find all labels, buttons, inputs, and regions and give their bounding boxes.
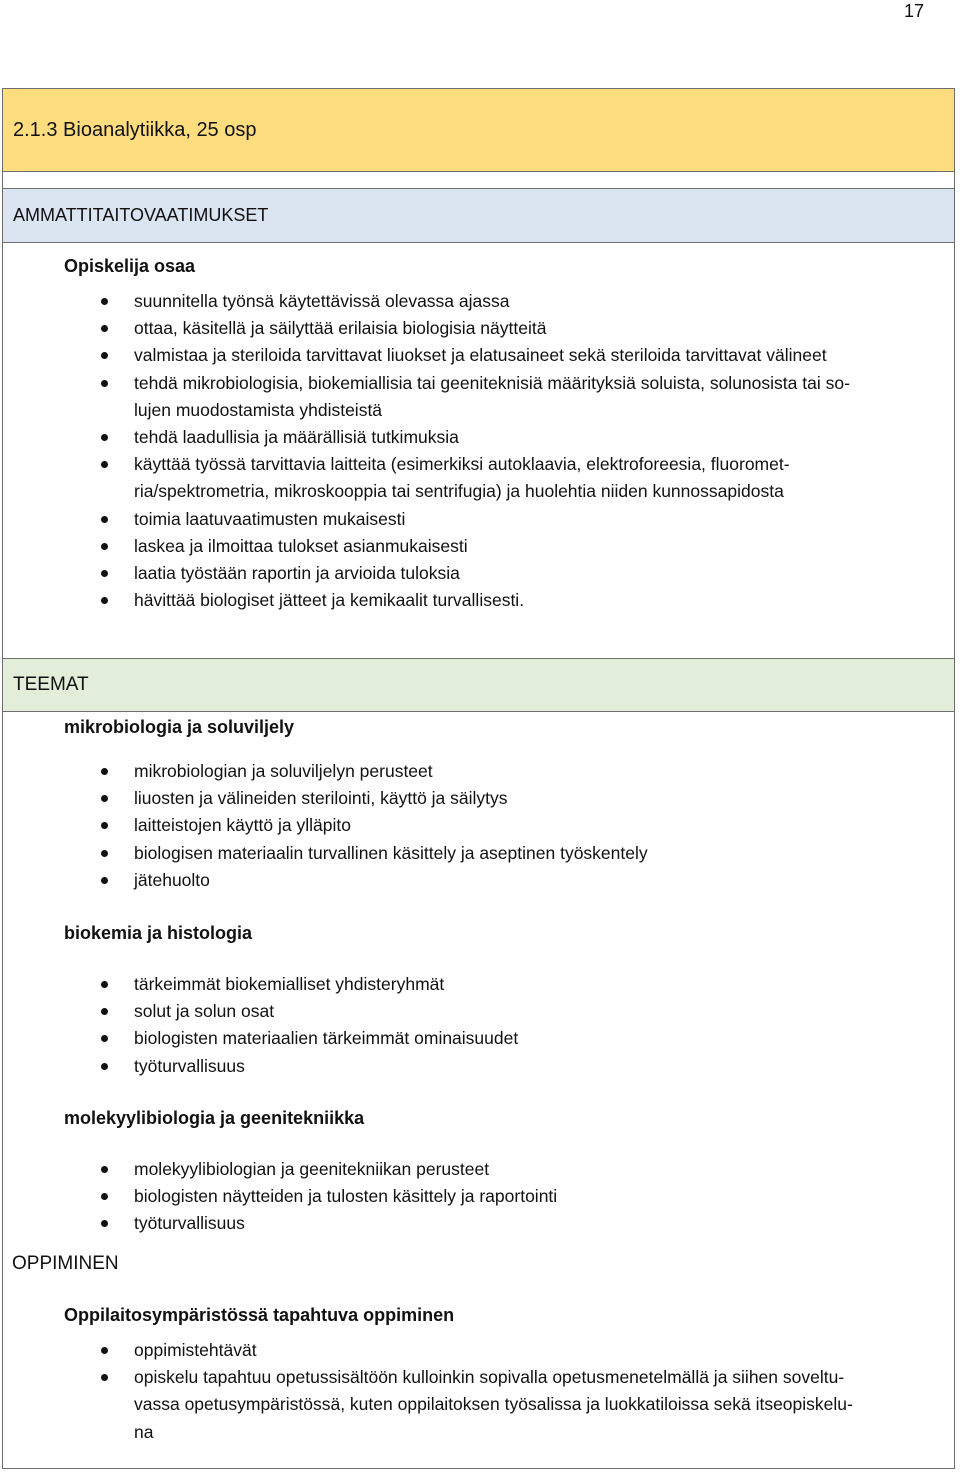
list-item: käyttää työssä tarvittavia laitteita (esimerkiksi autoklaavia, elektroforeesia, fluoromet- ria/spektrometria, mikroskooppia tai sentrifugia) ja huolehtia niiden kunnossapidosta <box>0 451 940 505</box>
bullet-icon <box>101 850 108 857</box>
theme-group-title: mikrobiologia ja soluviljely <box>64 717 295 737</box>
bullet-icon <box>101 380 108 387</box>
skills-list <box>0 288 940 614</box>
bullet-icon <box>101 981 108 988</box>
bullet-icon <box>101 877 108 884</box>
list-item: työturvallisuus <box>0 1210 940 1237</box>
list-item: opiskelu tapahtuu opetussisältöön kulloinkin sopivalla opetusmenetelmällä ja siihen soveltu- vassa opetusympäristössä, kuten oppilaitoksen työsalissa ja luokkatiloissa sekä itseopiskelu- na <box>0 1364 940 1446</box>
bullet-icon <box>101 1063 108 1070</box>
bullet-icon <box>101 352 108 359</box>
list-item: biologisten materiaalien tärkeimmät ominaisuudet <box>0 1025 940 1052</box>
list-item: solut ja solun osat <box>0 998 940 1025</box>
list-item: tehdä laadullisia ja määrällisiä tutkimuksia <box>0 424 940 451</box>
bullet-icon <box>101 543 108 550</box>
list-item: valmistaa ja steriloida tarvittavat liuokset ja elatusaineet sekä steriloida tarvittavat välineet <box>0 342 940 369</box>
page-number: 17 <box>903 1 924 21</box>
bullet-icon <box>101 325 108 332</box>
theme-group-title: biokemia ja histologia <box>64 923 253 943</box>
theme-group-title: molekyylibiologia ja geenitekniikka <box>64 1108 365 1128</box>
list-item: biologisen materiaalin turvallinen käsittely ja aseptinen työskentely <box>0 840 940 867</box>
list-item: toimia laatuvaatimusten mukaisesti <box>0 506 940 533</box>
themes-heading-band <box>2 658 955 712</box>
bullet-icon <box>101 1035 108 1042</box>
section-title: 2.1.3 Bioanalytiikka, 25 osp <box>13 118 257 141</box>
bullet-icon <box>101 434 108 441</box>
bullet-icon <box>101 597 108 604</box>
learning-subheading: Oppilaitosympäristössä tapahtuva oppiminen <box>64 1305 455 1325</box>
theme-list <box>0 971 940 1080</box>
list-item: suunnitella työnsä käytettävissä olevassa ajassa <box>0 288 940 315</box>
list-item: molekyylibiologian ja geenitekniikan perusteet <box>0 1156 940 1183</box>
list-item: mikrobiologian ja soluviljelyn perusteet <box>0 758 940 785</box>
skills-subheading: Opiskelija osaa <box>64 256 196 276</box>
bullet-icon <box>101 1220 108 1227</box>
list-item: laskea ja ilmoittaa tulokset asianmukaisesti <box>0 533 940 560</box>
list-item: oppimistehtävät <box>0 1337 940 1364</box>
bullet-icon <box>101 1193 108 1200</box>
bullet-icon <box>101 298 108 305</box>
skills-heading: AMMATTITAITOVAATIMUKSET <box>13 205 269 225</box>
list-item: laatia työstään raportin ja arvioida tuloksia <box>0 560 940 587</box>
section-title-band <box>2 88 955 172</box>
bullet-icon <box>101 1008 108 1015</box>
bullet-icon <box>101 570 108 577</box>
list-item: tehdä mikrobiologisia, biokemiallisia tai geeniteknisiä määrityksiä soluista, solunosista tai so- lujen muodostamista yhdisteistä <box>0 370 940 424</box>
list-item: laitteistojen käyttö ja ylläpito <box>0 812 940 839</box>
list-item: liuosten ja välineiden sterilointi, käyttö ja säilytys <box>0 785 940 812</box>
skills-heading-band <box>2 188 955 243</box>
bullet-icon <box>101 1166 108 1173</box>
theme-list <box>0 1156 940 1238</box>
bullet-icon <box>101 1347 108 1354</box>
bullet-icon <box>101 795 108 802</box>
list-item: työturvallisuus <box>0 1053 940 1080</box>
theme-list <box>0 758 940 894</box>
learning-list <box>0 1337 940 1446</box>
list-item: ottaa, käsitellä ja säilyttää erilaisia biologisia näytteitä <box>0 315 940 342</box>
bullet-icon <box>101 516 108 523</box>
bullet-icon <box>101 461 108 468</box>
bullet-icon <box>101 822 108 829</box>
list-item: biologisten näytteiden ja tulosten käsittely ja raportointi <box>0 1183 940 1210</box>
learning-heading: OPPIMINEN <box>12 1253 119 1274</box>
themes-heading: TEEMAT <box>13 674 89 695</box>
list-item: tärkeimmät biokemialliset yhdisteryhmät <box>0 971 940 998</box>
list-item: jätehuolto <box>0 867 940 894</box>
list-item: hävittää biologiset jätteet ja kemikaalit turvallisesti. <box>0 587 940 614</box>
bullet-icon <box>101 1374 108 1381</box>
bullet-icon <box>101 768 108 775</box>
